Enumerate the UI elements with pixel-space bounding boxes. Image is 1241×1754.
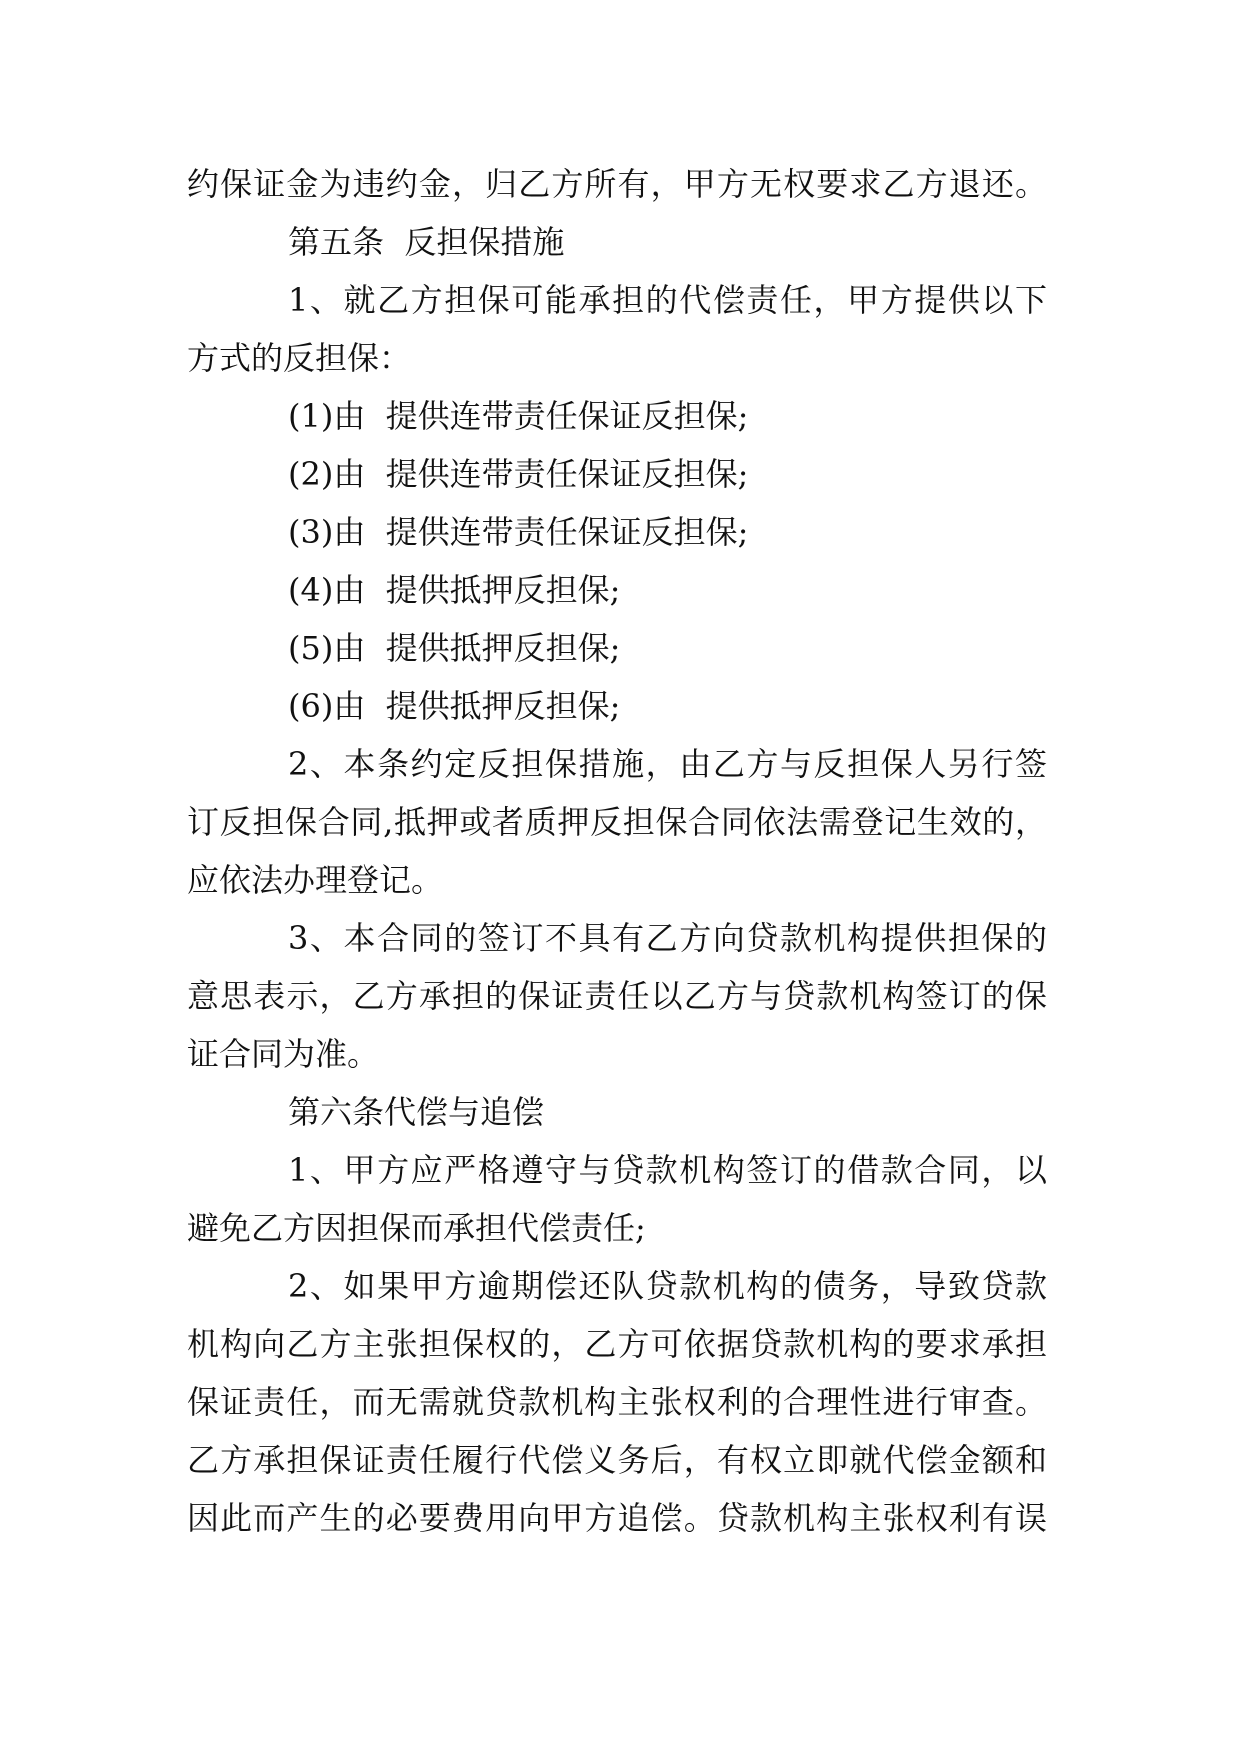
list-item: (2)由 提供连带责任保证反担保; <box>288 455 749 493</box>
text-line: 证合同为准。 <box>187 1035 380 1073</box>
text-line: 方式的反担保： <box>187 339 412 377</box>
section-heading: 第六条代偿与追偿 <box>288 1093 545 1131</box>
section-heading: 第五条 反担保措施 <box>288 223 565 261</box>
list-item: (3)由 提供连带责任保证反担保; <box>288 513 749 551</box>
text-line: 1、甲方应严格遵守与贷款机构签订的借款合同，以 <box>288 1151 1047 1189</box>
text-line: 应依法办理登记。 <box>187 861 444 899</box>
list-item: (4)由 提供抵押反担保; <box>288 571 621 609</box>
text-line: 约保证金为违约金，归乙方所有，甲方无权要求乙方退还。 <box>187 165 1047 203</box>
text-line: 保证责任，而无需就贷款机构主张权利的合理性进行审查。 <box>187 1383 1047 1421</box>
text-line: 3、本合同的签订不具有乙方向贷款机构提供担保的 <box>288 919 1047 957</box>
text-line: 订反担保合同,抵押或者质押反担保合同依法需登记生效的， <box>187 803 1047 841</box>
text-line: 避免乙方因担保而承担代偿责任; <box>187 1209 646 1247</box>
text-line: 2、如果甲方逾期偿还队贷款机构的债务，导致贷款 <box>288 1267 1047 1305</box>
list-item: (5)由 提供抵押反担保; <box>288 629 621 667</box>
text-line: 2、本条约定反担保措施，由乙方与反担保人另行签 <box>288 745 1047 783</box>
text-line: 意思表示，乙方承担的保证责任以乙方与贷款机构签订的保 <box>187 977 1047 1015</box>
text-line: 1、就乙方担保可能承担的代偿责任，甲方提供以下 <box>288 281 1047 319</box>
text-line: 因此而产生的必要费用向甲方追偿。贷款机构主张权利有误 <box>187 1499 1047 1537</box>
list-item: (6)由 提供抵押反担保; <box>288 687 621 725</box>
document-body <box>187 155 1047 1547</box>
text-line: 机构向乙方主张担保权的，乙方可依据贷款机构的要求承担 <box>187 1325 1047 1363</box>
list-item: (1)由 提供连带责任保证反担保; <box>288 397 749 435</box>
text-line: 乙方承担保证责任履行代偿义务后，有权立即就代偿金额和 <box>187 1441 1047 1479</box>
